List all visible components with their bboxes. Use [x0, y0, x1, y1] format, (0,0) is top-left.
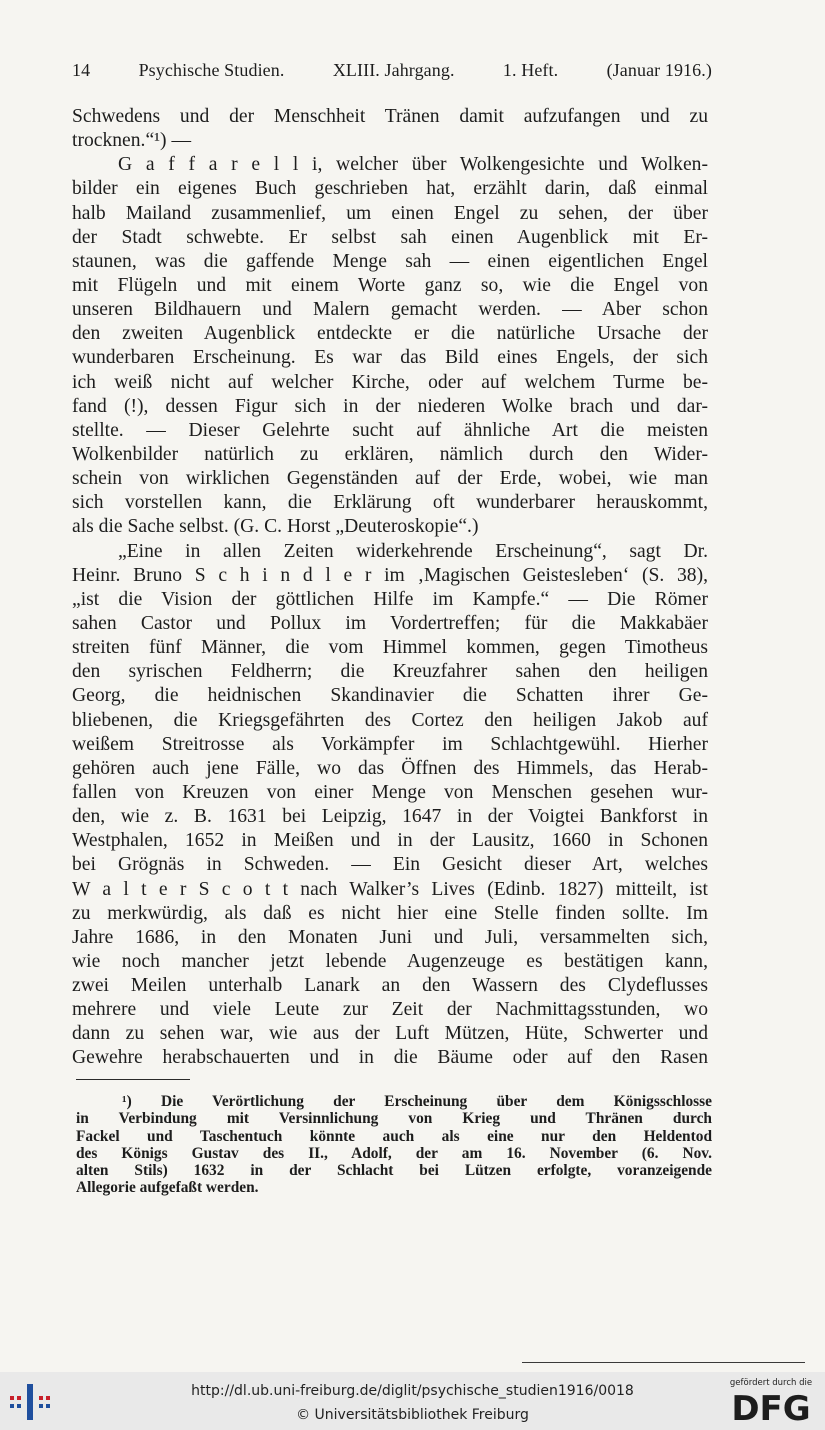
footnote-line: in Verbindung mit Versinnlichung von Krieg und Thränen durch — [76, 1110, 712, 1128]
text-line: halb Mailand zusammenlief, um einen Engel zu sehen, der über — [72, 202, 708, 224]
footnote-line: ¹) Die Verörtlichung der Erscheinung über dem Königsschlosse — [122, 1093, 712, 1110]
text-line: der Stadt schwebte. Er selbst sah einen Augenblick mit Er- — [72, 226, 708, 248]
text-line: fand (!), dessen Figur sich in der niederen Wolke brach und dar- — [72, 395, 708, 417]
body-text — [72, 105, 708, 1071]
text-line: trocknen.“¹) — — [72, 130, 192, 152]
text-line: Heinr. Bruno S c h i n d l e r im ‚Magischen Geistesleben‘ (S. 38), — [72, 564, 708, 586]
footnote-line: alten Stils) 1632 in der Schlacht bei Lützen erfolgte, voranzeigende — [76, 1162, 712, 1180]
dfg-logo-icon — [724, 1390, 818, 1424]
text-line: als die Sache selbst. (G. C. Horst „Deuteroskopie“.) — [72, 516, 479, 538]
text-line: wunderbaren Erscheinung. Es war das Bild eines Engels, der sich — [72, 347, 708, 369]
dfg-sponsor — [722, 1378, 820, 1426]
footnote-line: Fackel und Taschentuch könnte auch als eine nur den Heldentod — [76, 1127, 712, 1145]
dfg-caption: gefördert durch die — [729, 1378, 813, 1388]
dfg-logo-text: DFG — [731, 1390, 811, 1424]
text-line: bilder ein eigenes Buch geschrieben hat, erzählt darin, daß einmal — [72, 178, 708, 200]
text-line: „Eine in allen Zeiten widerkehrende Erscheinung“, sagt Dr. — [118, 540, 708, 562]
header-issue: 1. Heft. — [502, 60, 559, 80]
text-line: den zweiten Augenblick entdeckte er die natürliche Ursache der — [72, 323, 708, 345]
text-line: staunen, was die gaffende Menge sah — einen eigentlichen Engel — [72, 250, 708, 272]
text-line: schein von wirklichen Gegenständen auf der Erde, wobei, wie man — [72, 468, 708, 490]
text-line: W a l t e r S c o t t nach Walker’s Lives (Edinb. 1827) mitteilt, ist — [72, 878, 708, 900]
text-line: gehören auch jene Fälle, wo das Öffnen des Himmels, das Herab- — [72, 757, 708, 779]
text-line: „ist die Vision der göttlichen Hilfe im Kampfe.“ — Die Römer — [72, 588, 708, 610]
text-line: Schwedens und der Menschheit Tränen damit aufzufangen und zu — [72, 106, 708, 127]
text-line: bliebenen, die Kriegsgefährten des Cortez den heiligen Jakob auf — [72, 709, 708, 731]
text-line: Gewehre herabschauerten und in die Bäume oder auf den Rasen — [72, 1047, 708, 1069]
text-line: zwei Meilen unterhalb Lanark an den Wassern des Clydeflusses — [72, 975, 708, 997]
copyright-notice: © Universitätsbibliothek Freiburg — [296, 1407, 529, 1423]
text-line: zu merkwürdig, als daß es nicht hier eine Stelle finden sollte. Im — [72, 902, 708, 924]
source-url-link[interactable]: http://dl.ub.uni-freiburg.de/diglit/psychische_studien1916/0018 — [191, 1383, 634, 1399]
footnote-divider — [76, 1079, 190, 1080]
text-line: sich vorstellen kann, die Erklärung oft wunderbarer herauskommt, — [72, 492, 708, 514]
running-header — [72, 60, 712, 81]
text-line: den, wie z. B. 1631 bei Leipzig, 1647 in der Voigtei Bankforst in — [72, 806, 708, 828]
header-page-number: 14 — [72, 60, 91, 80]
text-line: wie noch mancher jetzt lebende Augenzeuge es bestätigen kann, — [72, 950, 708, 972]
text-line: bei Grögnäs in Schweden. — Ein Gesicht dieser Art, welches — [72, 854, 708, 876]
text-line: mehrere und viele Leute zur Zeit der Nachmittagsstunden, wo — [72, 999, 708, 1021]
text-line: Jahre 1686, in den Monaten Juni und Juli, versammelten sich, — [72, 926, 708, 948]
footer-bar — [0, 1372, 825, 1430]
text-line: stellte. — Dieser Gelehrte sucht auf ähnliche Art die meisten — [72, 419, 708, 441]
footnotes — [76, 1093, 712, 1197]
text-line: Wolkenbilder natürlich zu erklären, nämlich durch den Wider- — [72, 443, 708, 465]
text-line: Georg, die heidnischen Skandinavier die Schatten ihrer Ge- — [72, 685, 708, 707]
text-line: G a f f a r e l l i, welcher über Wolkengesichte und Wolken- — [118, 154, 708, 176]
text-line: den syrischen Feldherrn; die Kreuzfahrer sahen den heiligen — [72, 661, 708, 683]
footnote-line: Allegorie aufgefaßt werden. — [76, 1179, 259, 1197]
header-journal: Psychische Studien. — [138, 60, 285, 80]
header-date: (Januar 1916.) — [606, 60, 712, 80]
header-volume: XLIII. Jahrgang. — [332, 60, 455, 80]
text-line: weißem Streitrosse als Vorkämpfer im Schlachtgewühl. Hierher — [72, 733, 708, 755]
footnote-line: des Königs Gustav des II., Adolf, der am 16. November (6. Nov. — [76, 1144, 712, 1162]
text-line: unseren Bildhauern und Malern gemacht werden. — Aber schon — [72, 299, 708, 321]
text-line: streiten fünf Männer, die vom Himmel kommen, gegen Timotheus — [72, 637, 708, 659]
text-line: Westphalen, 1652 in Meißen und in der Lausitz, 1660 in Schonen — [72, 830, 708, 852]
text-line: mit Flügeln und mit einem Worte ganz so, wie die Engel von — [72, 274, 708, 296]
text-line: dann zu sehen war, wie aus der Luft Mützen, Hüte, Schwerter und — [72, 1023, 708, 1045]
text-line: sahen Castor und Pollux im Vordertreffen; für die Makkabäer — [72, 612, 708, 634]
text-line: fallen von Kreuzen von einer Menge von Menschen gesehen wur- — [72, 781, 708, 803]
text-line: ich weiß nicht auf welcher Kirche, oder auf welchem Turme be- — [72, 371, 708, 393]
page-bottom-rule — [522, 1362, 805, 1363]
